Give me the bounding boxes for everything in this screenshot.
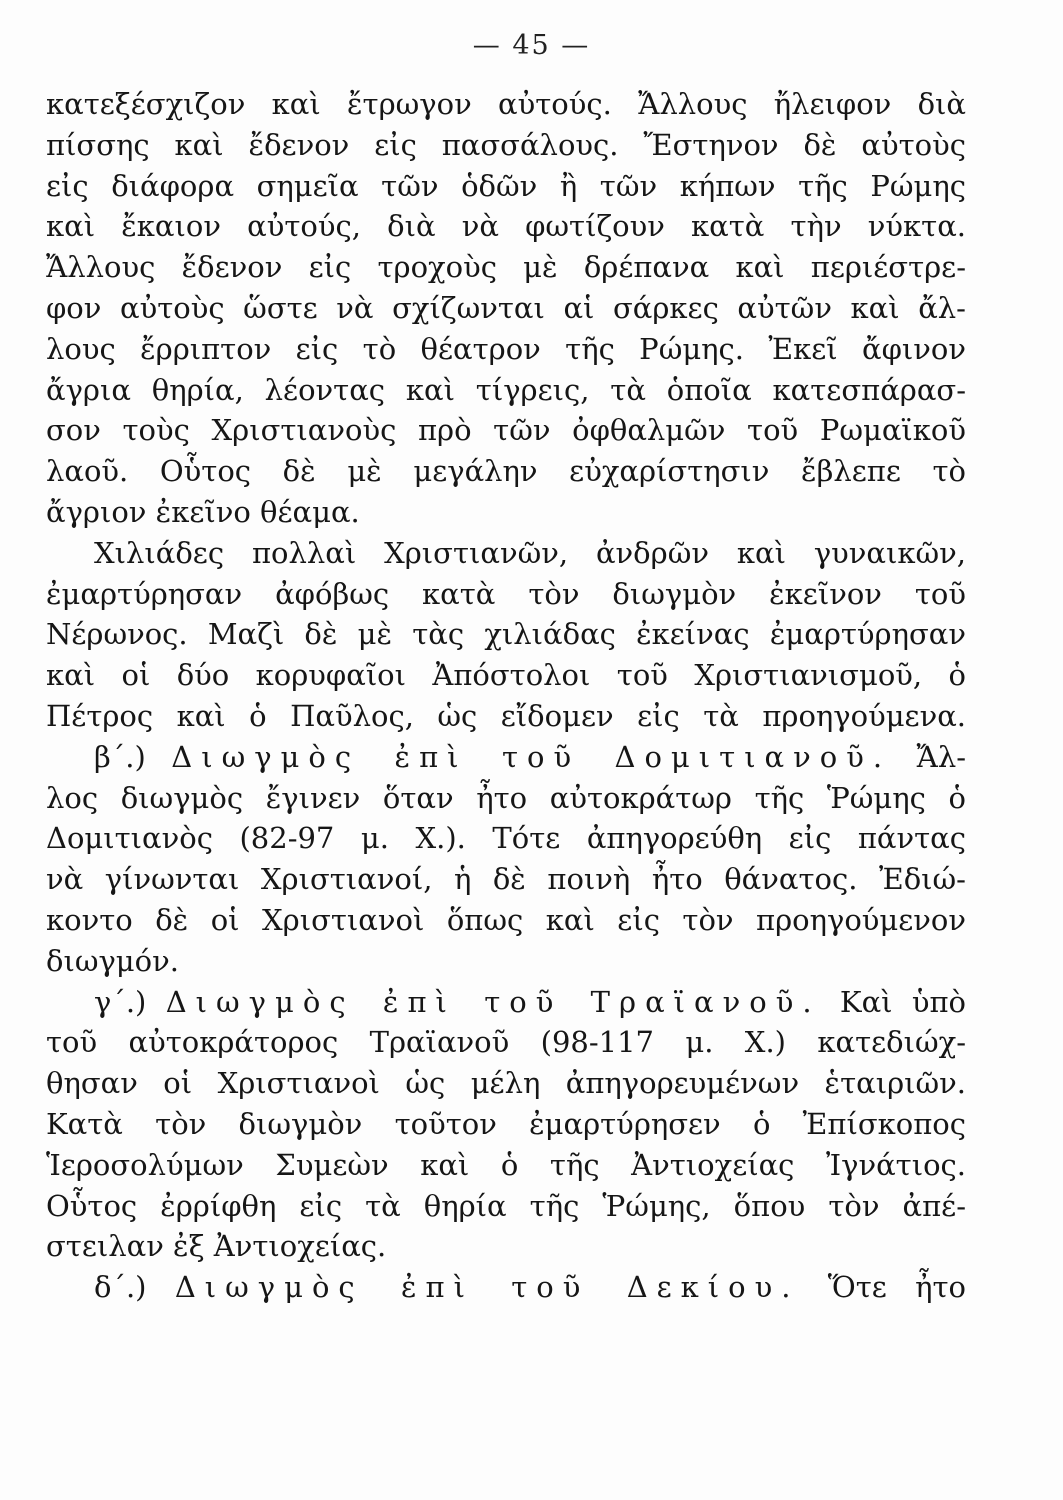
section-tail: Ἄλ- — [916, 739, 966, 774]
section-label: β΄.) — [94, 739, 146, 774]
text-line: Δομιτιανὸς (82-97 μ. Χ.). Τότε ἀπηγορεύθη εἰς πάντας — [46, 821, 966, 856]
text-line: καὶ οἱ δύο κορυφαῖοι Ἀπόστολοι τοῦ Χριστιανισμοῦ, ὁ — [46, 658, 966, 693]
section-title: Διωγμὸς ἐπὶ τοῦ Δεκίου. — [174, 1270, 800, 1305]
text-line: Ἄλλους ἔδενον εἰς τροχοὺς μὲ δρέπανα καὶ περιέστρε- — [46, 250, 966, 285]
text-line: καὶ ἔκαιον αὐτούς, διὰ νὰ φωτίζουν κατὰ τὴν νύκτα. — [46, 209, 966, 244]
section-title: Διωγμὸς ἐπὶ τοῦ Τραϊανοῦ. — [165, 984, 821, 1019]
section-heading-beta — [46, 737, 966, 778]
section-label: γ΄.) — [94, 984, 147, 1019]
text-line: σον τοὺς Χριστιανοὺς πρὸ τῶν ὀφθαλμῶν τοῦ Ρωμαϊκοῦ — [46, 413, 966, 448]
section-tail: Καὶ ὑπὸ — [839, 984, 966, 1019]
text-line: Ἱεροσολύμων Συμεὼν καὶ ὁ τῆς Ἀντιοχείας Ἰγνάτιος. — [46, 1147, 966, 1182]
text-line: λαοῦ. Οὗτος δὲ μὲ μεγάλην εὐχαρίστησιν ἔβλεπε τὸ — [46, 454, 966, 489]
text-line: πίσσης καὶ ἔδενον εἰς πασσάλους. Ἔστηνον δὲ αὐτοὺς — [46, 127, 966, 162]
text-line: Οὗτος ἐρρίφθη εἰς τὰ θηρία τῆς Ῥώμης, ὅπου τὸν ἀπέ- — [46, 1188, 966, 1223]
text-line: Κατὰ τὸν διωγμὸν τοῦτον ἐμαρτύρησεν ὁ Ἐπίσκοπος — [46, 1106, 966, 1141]
page-number: — 45 — — [472, 30, 591, 61]
text-line: εἰς διάφορα σημεῖα τῶν ὁδῶν ἢ τῶν κήπων τῆς Ρώμης — [46, 168, 966, 203]
text-line: νὰ γίνωνται Χριστιανοί, ἡ δὲ ποινὴ ἦτο θάνατος. Ἐδιώ- — [46, 862, 966, 897]
text-line: λους ἔρριπτον εἰς τὸ θέατρον τῆς Ρώμης. Ἐκεῖ ἄφινον — [46, 331, 966, 366]
text-line: φον αὐτοὺς ὥστε νὰ σχίζωνται αἱ σάρκες αὐτῶν καὶ ἄλ- — [46, 290, 966, 325]
text-line: στειλαν ἐξ Ἀντιοχείας. — [46, 1229, 387, 1264]
section-tail: Ὅτε ἦτο — [827, 1270, 966, 1305]
text-line: Χιλιάδες πολλαὶ Χριστιανῶν, ἀνδρῶν καὶ γυναικῶν, — [94, 535, 966, 570]
section-title: Διωγμὸς ἐπὶ τοῦ Δομιτιανοῦ. — [171, 739, 892, 774]
body-text — [46, 84, 966, 1308]
section-label: δ΄.) — [94, 1270, 147, 1305]
text-line: Πέτρος καὶ ὁ Παῦλος, ὡς εἴδομεν εἰς τὰ προηγούμενα. — [46, 698, 966, 733]
text-line: θησαν οἱ Χριστιανοὶ ὡς μέλη ἀπηγορευμένων ἑταιριῶν. — [46, 1066, 966, 1101]
text-line: ἐμαρτύρησαν ἀφόβως κατὰ τὸν διωγμὸν ἐκεῖνον τοῦ — [46, 576, 966, 611]
section-heading-delta — [46, 1267, 966, 1308]
text-line: κοντο δὲ οἱ Χριστιανοὶ ὅπως καὶ εἰς τὸν προηγούμενον — [46, 902, 966, 937]
text-line: λος διωγμὸς ἔγινεν ὅταν ἦτο αὐτοκράτωρ τῆς Ῥώμης ὁ — [46, 780, 966, 815]
text-line: κατεξέσχιζον καὶ ἔτρωγον αὐτούς. Ἄλλους ἤλειφον διὰ — [46, 87, 966, 121]
section-heading-gamma — [46, 982, 966, 1023]
text-line: Νέρωνος. Μαζὶ δὲ μὲ τὰς χιλιάδας ἐκείνας ἐμαρτύρησαν — [46, 617, 966, 652]
text-line: ἄγρια θηρία, λέοντας καὶ τίγρεις, τὰ ὁποῖα κατεσπάρασ- — [46, 372, 966, 407]
text-line: διωγμόν. — [46, 943, 179, 978]
text-line: ἄγριον ἐκεῖνο θέαμα. — [46, 494, 360, 529]
text-line: τοῦ αὐτοκράτορος Τραϊανοῦ (98-117 μ. Χ.) κατεδιώχ- — [46, 1025, 966, 1060]
